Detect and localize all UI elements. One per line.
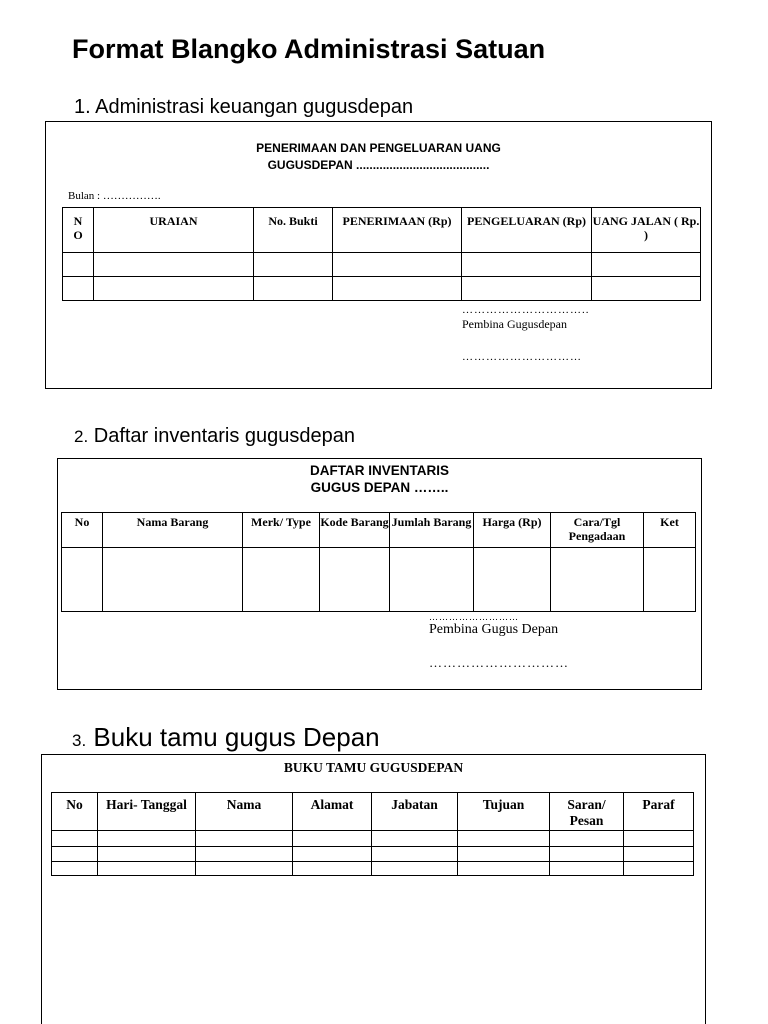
table-cell[interactable] <box>293 862 372 876</box>
table-cell[interactable] <box>94 253 254 277</box>
table-row <box>63 253 701 277</box>
table-cell[interactable] <box>624 831 694 847</box>
section-2-heading <box>74 425 355 448</box>
col-uang-jalan: UANG JALAN ( Rp. ) <box>592 208 701 253</box>
table-cell[interactable] <box>333 253 462 277</box>
inventory-table <box>61 512 696 612</box>
col-harga: Harga (Rp) <box>474 513 551 548</box>
table-cell[interactable] <box>52 847 98 862</box>
table-cell[interactable] <box>550 831 624 847</box>
table-cell[interactable] <box>103 548 243 612</box>
inventory-form-title-1: DAFTAR INVENTARIS <box>310 463 449 478</box>
signature-role: Pembina Gugusdepan <box>462 317 567 331</box>
col-ket: Ket <box>644 513 696 548</box>
col-saran-pesan: Saran/ Pesan <box>550 793 624 831</box>
table-cell[interactable] <box>196 847 293 862</box>
col-no: No <box>52 793 98 831</box>
guestbook-form <box>41 754 706 1024</box>
finance-form <box>45 121 712 389</box>
table-cell[interactable] <box>390 548 474 612</box>
table-cell[interactable] <box>52 862 98 876</box>
section-3-heading <box>72 722 380 753</box>
section-2-heading-text: Daftar inventaris gugusdepan <box>93 425 356 447</box>
table-cell[interactable] <box>94 277 254 301</box>
table-cell[interactable] <box>462 253 592 277</box>
table-cell[interactable] <box>372 847 458 862</box>
col-penerimaan: PENERIMAAN (Rp) <box>333 208 462 253</box>
table-cell[interactable] <box>372 862 458 876</box>
signature-role: Pembina Gugus Depan <box>429 622 559 637</box>
table-cell[interactable] <box>254 277 333 301</box>
finance-table-header <box>63 208 701 253</box>
guestbook-form-title: BUKU TAMU GUGUSDEPAN <box>283 760 464 775</box>
section-1-heading <box>74 96 413 119</box>
table-cell[interactable] <box>333 277 462 301</box>
table-cell[interactable] <box>243 548 320 612</box>
table-cell[interactable] <box>196 831 293 847</box>
table-cell[interactable] <box>196 862 293 876</box>
table-cell[interactable] <box>293 831 372 847</box>
col-hari-tanggal: Hari- Tanggal <box>98 793 196 831</box>
table-row <box>63 277 701 301</box>
guestbook-table-header <box>52 793 694 831</box>
table-cell[interactable] <box>592 277 701 301</box>
finance-form-title-1: PENERIMAAN DAN PENGELUARAN UANG <box>256 141 501 155</box>
table-cell[interactable] <box>98 862 196 876</box>
table-cell[interactable] <box>550 847 624 862</box>
table-cell[interactable] <box>293 847 372 862</box>
col-paraf: Paraf <box>624 793 694 831</box>
table-row <box>52 862 694 876</box>
section-2-number: 2. <box>74 427 89 446</box>
table-row <box>52 847 694 862</box>
month-label: Bulan : ……………. <box>68 190 161 202</box>
finance-table <box>62 207 701 301</box>
table-cell[interactable] <box>462 277 592 301</box>
signature-dots-top: ………………………….. <box>462 304 590 316</box>
section-3-heading-text: Buku tamu gugus Depan <box>93 722 380 752</box>
col-tujuan: Tujuan <box>458 793 550 831</box>
section-1-heading-text: Administrasi keuangan gugusdepan <box>95 96 414 118</box>
col-no: No <box>62 513 103 548</box>
table-cell[interactable] <box>458 862 550 876</box>
col-uraian: URAIAN <box>94 208 254 253</box>
finance-form-title-2: GUGUSDEPAN ........................................ <box>267 158 490 172</box>
col-jabatan: Jabatan <box>372 793 458 831</box>
table-cell[interactable] <box>592 253 701 277</box>
col-no-bukti: No. Bukti <box>254 208 333 253</box>
page-title: Format Blangko Administrasi Satuan <box>72 34 546 64</box>
table-cell[interactable] <box>458 847 550 862</box>
table-cell[interactable] <box>52 831 98 847</box>
inventory-table-header <box>62 513 696 548</box>
table-cell[interactable] <box>98 847 196 862</box>
table-cell[interactable] <box>624 847 694 862</box>
col-kode-barang: Kode Barang <box>320 513 390 548</box>
signature-dots-bottom: ………………………… <box>462 351 582 363</box>
inventory-form-title-2: GUGUS DEPAN …….. <box>310 480 449 495</box>
signature-dots-top: ……………………… <box>429 612 519 622</box>
guestbook-table <box>51 792 694 876</box>
table-cell[interactable] <box>624 862 694 876</box>
section-1-number: 1. <box>74 96 91 118</box>
col-jumlah-barang: Jumlah Barang <box>390 513 474 548</box>
table-cell[interactable] <box>474 548 551 612</box>
col-nama: Nama <box>196 793 293 831</box>
table-cell[interactable] <box>63 277 94 301</box>
col-alamat: Alamat <box>293 793 372 831</box>
table-cell[interactable] <box>458 831 550 847</box>
table-cell[interactable] <box>644 548 696 612</box>
table-cell[interactable] <box>372 831 458 847</box>
signature-dots-bottom: ………………………… <box>429 655 569 670</box>
col-cara-tgl-pengadaan: Cara/Tgl Pengadaan <box>551 513 644 548</box>
col-pengeluaran: PENGELUARAN (Rp) <box>462 208 592 253</box>
table-cell[interactable] <box>254 253 333 277</box>
table-cell[interactable] <box>98 831 196 847</box>
col-no: N O <box>63 208 94 253</box>
section-3-number: 3. <box>72 731 87 750</box>
col-nama-barang: Nama Barang <box>103 513 243 548</box>
table-row <box>62 548 696 612</box>
col-merk-type: Merk/ Type <box>243 513 320 548</box>
table-cell[interactable] <box>320 548 390 612</box>
table-row <box>52 831 694 847</box>
table-cell[interactable] <box>63 253 94 277</box>
table-cell[interactable] <box>550 862 624 876</box>
table-cell[interactable] <box>551 548 644 612</box>
inventory-form <box>57 458 702 690</box>
table-cell[interactable] <box>62 548 103 612</box>
